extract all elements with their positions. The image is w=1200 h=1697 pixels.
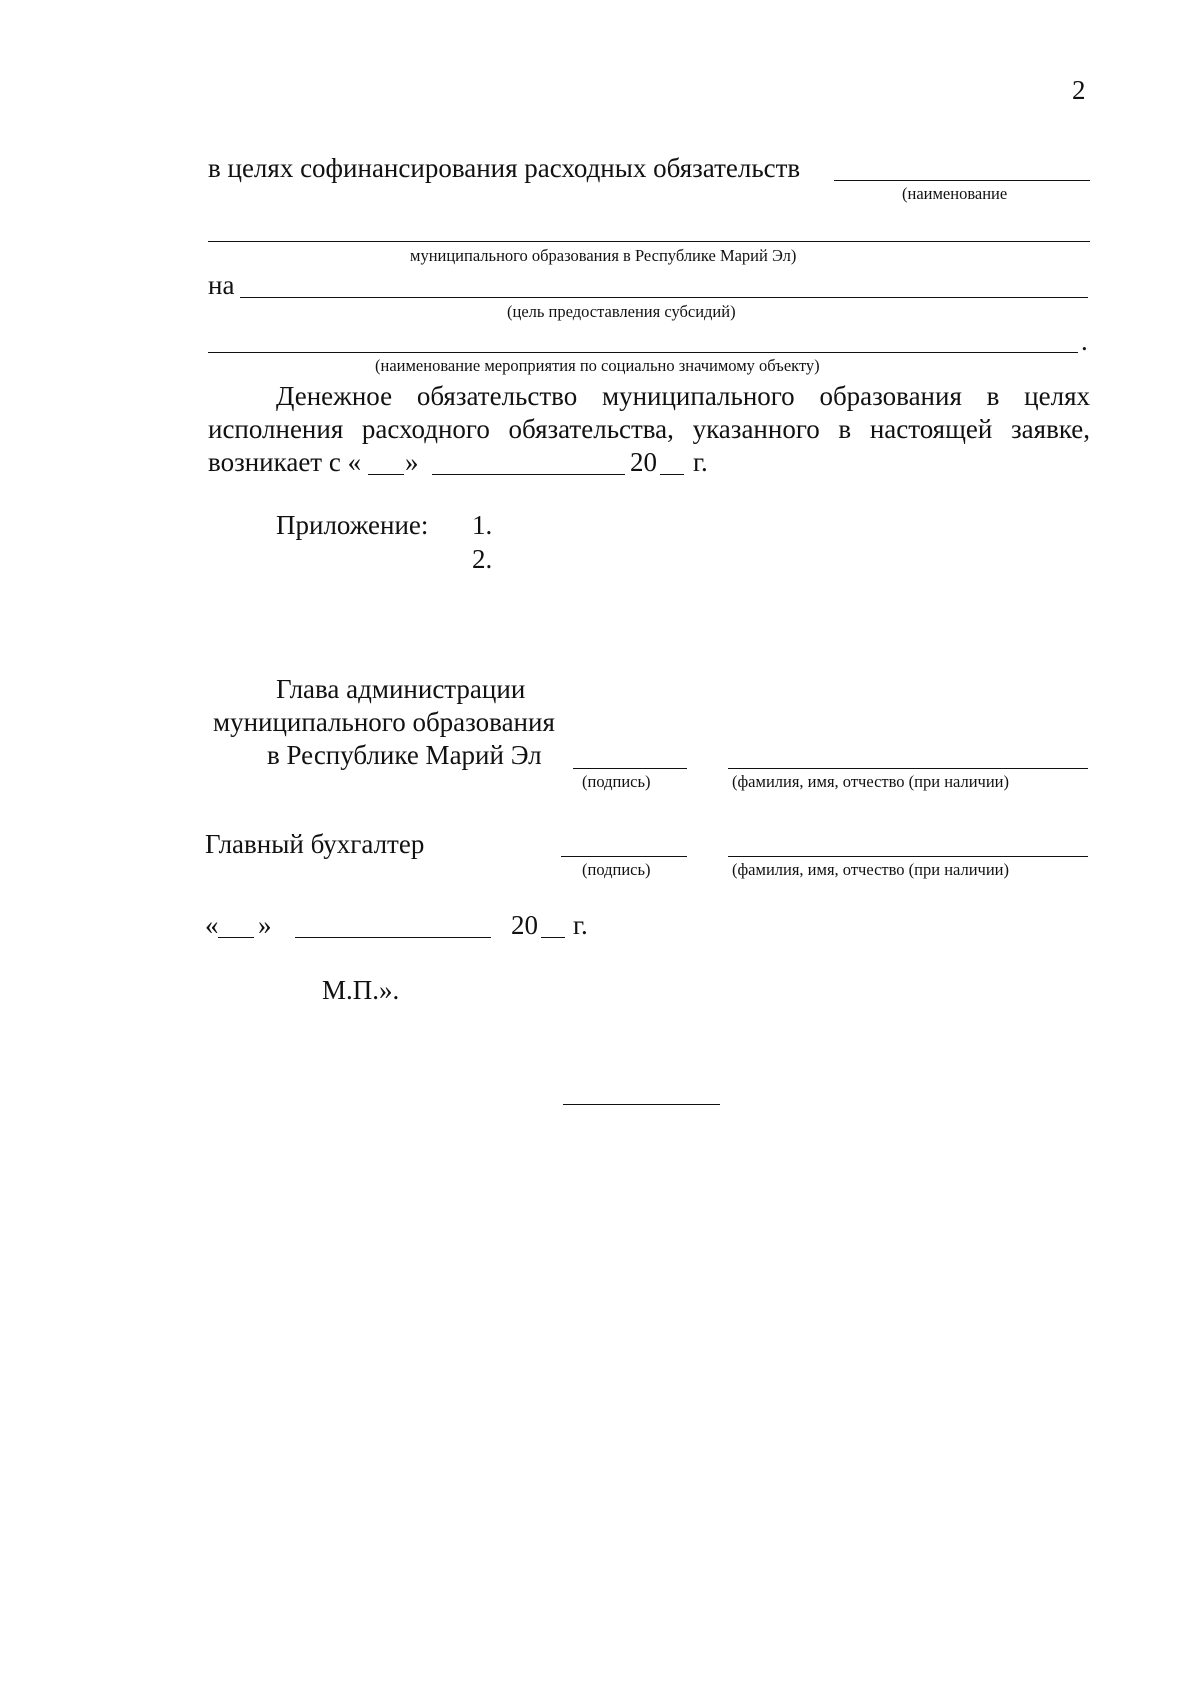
date-month-blank bbox=[295, 937, 491, 938]
stamp-place: М.П.». bbox=[322, 975, 400, 1005]
date-year-prefix: 20 bbox=[511, 910, 538, 940]
na-label: на bbox=[208, 270, 235, 300]
date-close-quote: » bbox=[258, 910, 272, 940]
closing-separator bbox=[563, 1104, 720, 1105]
date-day-blank bbox=[218, 937, 254, 938]
caption-purpose: (цель предоставления субсидий) bbox=[507, 302, 736, 321]
cofinancing-text: в целях софинансирования расходных обязательств bbox=[208, 153, 801, 183]
caption-event: (наименование мероприятия по социально значимому объекту) bbox=[375, 356, 820, 375]
municipality-name-blank-full bbox=[208, 241, 1090, 242]
caption-municipal: муниципального образования в Республике Марий Эл) bbox=[410, 246, 797, 265]
head-name-blank bbox=[728, 768, 1088, 769]
caption-naimenovanie: (наименование bbox=[902, 184, 1008, 203]
head-title-line-2: муниципального образования bbox=[213, 707, 555, 737]
accountant-signature-blank bbox=[561, 856, 687, 857]
date-year-blank bbox=[541, 937, 565, 938]
attachment-item-1: 1. bbox=[472, 510, 493, 540]
accountant-signature-caption: (подпись) bbox=[582, 860, 651, 879]
line-end-dot: . bbox=[1081, 326, 1088, 356]
accountant-name-blank bbox=[728, 856, 1088, 857]
head-name-caption: (фамилия, имя, отчество (при наличии) bbox=[732, 772, 1010, 791]
date-year-suffix: г. bbox=[573, 910, 588, 940]
municipality-name-blank bbox=[834, 180, 1090, 181]
obligation-month-blank bbox=[432, 474, 625, 475]
obligation-line-1: Денежное обязательство муниципального образования в целях bbox=[276, 381, 1090, 411]
page-number: 2 bbox=[1072, 75, 1086, 105]
attachment-item-2: 2. bbox=[472, 544, 493, 574]
event-blank bbox=[208, 352, 1078, 353]
obligation-close-quote: » bbox=[405, 447, 419, 477]
obligation-year-blank bbox=[660, 474, 684, 475]
head-title-line-3: в Республике Марий Эл bbox=[267, 740, 542, 770]
obligation-day-blank bbox=[368, 474, 404, 475]
chief-accountant-label: Главный бухгалтер bbox=[205, 829, 425, 859]
accountant-name-caption: (фамилия, имя, отчество (при наличии) bbox=[732, 860, 1010, 879]
head-signature-caption: (подпись) bbox=[582, 772, 651, 791]
obligation-line-2: исполнения расходного обязательства, указанного в настоящей заявке, bbox=[208, 414, 1090, 444]
date-open-quote: « bbox=[205, 910, 219, 940]
attachments-label: Приложение: bbox=[276, 510, 429, 540]
obligation-date-prefix: возникает с « bbox=[208, 447, 362, 477]
purpose-blank bbox=[240, 297, 1088, 298]
obligation-year-prefix: 20 bbox=[630, 447, 657, 477]
head-signature-blank bbox=[573, 768, 687, 769]
obligation-year-suffix: г. bbox=[693, 447, 708, 477]
head-title-line-1: Глава администрации bbox=[276, 674, 526, 704]
